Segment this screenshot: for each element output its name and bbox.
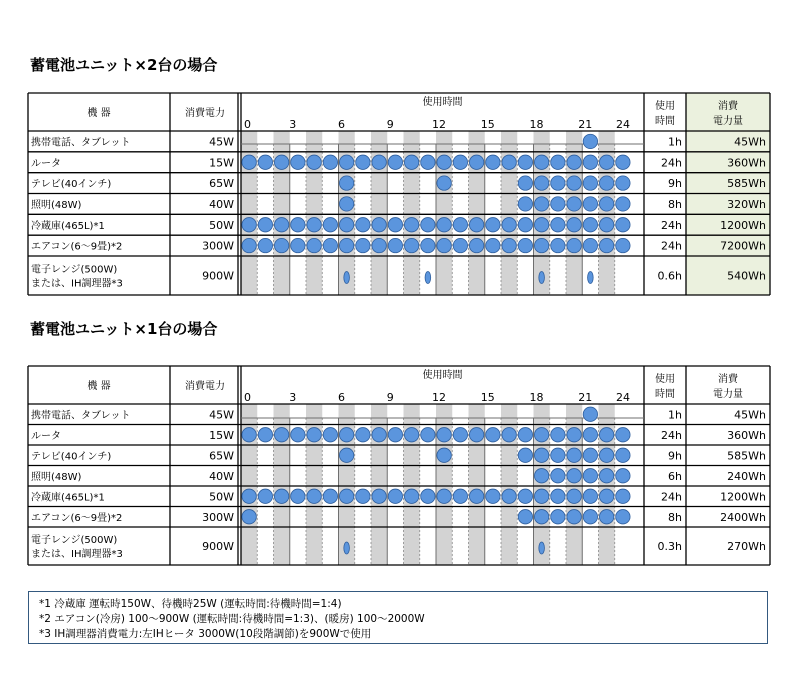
usage-slot-dot <box>469 218 483 232</box>
usage-slot-dot <box>339 218 353 232</box>
usage-slot-dot <box>534 238 548 252</box>
usage-slot-dot <box>616 469 630 483</box>
hour-tick-label: 24 <box>616 118 630 131</box>
section-title-1unit: 蓄電池ユニット×1台の場合 <box>30 320 218 338</box>
hours-value: 6h <box>668 469 682 483</box>
device-name: 冷蔵庫(465L)*1 <box>31 492 105 504</box>
hours-value: 24h <box>661 239 682 253</box>
power-value: 45W <box>209 135 234 149</box>
usage-slot-dot <box>307 238 321 252</box>
usage-slot-dot <box>551 218 565 232</box>
usage-slot-dot <box>242 218 256 232</box>
usage-slot-dot <box>258 238 272 252</box>
usage-slot-dot <box>551 489 565 503</box>
usage-slot-dot <box>291 428 305 442</box>
energy-value: 45Wh <box>734 135 766 149</box>
usage-slot-dot <box>599 469 613 483</box>
power-value: 50W <box>209 490 234 504</box>
hour-tick-label: 0 <box>244 391 251 404</box>
hour-tick-label: 24 <box>616 391 630 404</box>
usage-slot-dot <box>453 155 467 169</box>
usage-slot-dot <box>616 218 630 232</box>
usage-slot-dot <box>323 489 337 503</box>
usage-slot-dot <box>616 428 630 442</box>
usage-slot-dot <box>242 155 256 169</box>
usage-slot-dot <box>534 448 548 462</box>
usage-slot-dot <box>518 428 532 442</box>
usage-slot-dot <box>388 218 402 232</box>
footnote-1: *1 冷蔵庫 運転時150W、待機時25W (運転時間:待機時間=1:4) <box>39 598 342 610</box>
usage-slot-dot <box>437 489 451 503</box>
hour-tick-label: 15 <box>480 391 495 404</box>
device-name: 携帯電話、タブレット <box>31 137 131 149</box>
usage-slot-dot <box>307 428 321 442</box>
hour-tick-label: 3 <box>289 118 297 131</box>
hours-value: 24h <box>661 218 682 232</box>
usage-slot-dot <box>258 218 272 232</box>
usage-slot-dot <box>518 155 532 169</box>
usage-slot-dot <box>372 489 386 503</box>
usage-slot-dot <box>242 510 256 524</box>
usage-slot-dot <box>599 218 613 232</box>
device-name-line2: または、IH調理器*3 <box>31 549 123 560</box>
hour-tick-label: 6 <box>338 118 345 131</box>
usage-slot-dot <box>274 155 288 169</box>
usage-slot-dot <box>518 489 532 503</box>
usage-slot-dot <box>242 428 256 442</box>
hour-tick-label: 18 <box>529 118 544 131</box>
power-value: 900W <box>202 540 234 553</box>
usage-slot-dot <box>616 448 630 462</box>
usage-slot-dot <box>274 218 288 232</box>
usage-slot-dot <box>616 155 630 169</box>
usage-slot-dot <box>437 176 451 190</box>
usage-slot-dot <box>437 448 451 462</box>
energy-value: 1200Wh <box>720 218 766 232</box>
usage-slot-dot <box>291 238 305 252</box>
header-device: 機 器 <box>87 108 111 119</box>
hours-value: 9h <box>668 449 682 463</box>
usage-slot-dot <box>372 428 386 442</box>
usage-slot-dot <box>518 510 532 524</box>
hours-value: 0.3h <box>657 540 682 553</box>
usage-slot-dot <box>388 238 402 252</box>
usage-slot-dot <box>583 428 597 442</box>
usage-slot-dot <box>356 428 370 442</box>
usage-slot-dot <box>567 428 581 442</box>
usage-slot-dot <box>616 238 630 252</box>
usage-slot-dot <box>437 238 451 252</box>
usage-slot-dot <box>583 489 597 503</box>
header-hours-2: 時間 <box>655 389 675 400</box>
power-value: 50W <box>209 218 234 232</box>
usage-slot-dot <box>307 489 321 503</box>
header-energy-1: 消費 <box>718 101 738 112</box>
energy-value: 1200Wh <box>720 490 766 504</box>
usage-slot-dot <box>583 469 597 483</box>
usage-slot-dot <box>323 238 337 252</box>
hours-value: 8h <box>668 510 682 524</box>
usage-slot-dot <box>388 489 402 503</box>
usage-slot-dot <box>486 155 500 169</box>
usage-slot-dot <box>453 218 467 232</box>
usage-slot-dot <box>388 155 402 169</box>
usage-slot-dot <box>421 155 435 169</box>
usage-slot-dot <box>356 218 370 232</box>
usage-slot-dot <box>421 218 435 232</box>
device-name: エアコン(6～9畳)*2 <box>31 241 123 253</box>
usage-slot-dot <box>599 428 613 442</box>
energy-value: 240Wh <box>727 469 766 483</box>
hour-tick-label: 21 <box>578 118 593 131</box>
header-energy-1: 消費 <box>718 374 738 385</box>
hours-value: 0.6h <box>657 269 682 283</box>
usage-slot-dot <box>534 176 548 190</box>
energy-value: 360Wh <box>727 428 766 442</box>
hour-tick-label: 12 <box>432 391 446 404</box>
usage-slot-dot <box>421 238 435 252</box>
footnote-2: *2 エアコン(冷房) 100～900W (運転時間:待機時間=1:3)、(暖房) 100～2000W <box>39 613 425 625</box>
usage-slot-dot <box>307 218 321 232</box>
usage-slot-dot <box>323 218 337 232</box>
usage-slot-dot <box>339 155 353 169</box>
usage-slot-dot <box>404 155 418 169</box>
header-energy-2: 電力量 <box>713 116 743 127</box>
usage-slot-dot <box>599 489 613 503</box>
usage-slot-dot <box>583 448 597 462</box>
usage-slot-dot <box>437 218 451 232</box>
header-energy-2: 電力量 <box>713 389 743 400</box>
usage-slot-dot <box>583 155 597 169</box>
usage-slot-dot <box>339 238 353 252</box>
usage-slot-dot <box>274 489 288 503</box>
usage-slot-dot <box>551 428 565 442</box>
device-name: ルータ <box>31 158 61 170</box>
usage-slot-dot <box>502 428 516 442</box>
energy-value: 270Wh <box>727 540 766 553</box>
usage-slot-dot <box>258 489 272 503</box>
usage-slot-dot <box>518 176 532 190</box>
usage-slot-dot <box>551 469 565 483</box>
power-value: 15W <box>209 156 234 170</box>
usage-slot-short <box>588 272 594 284</box>
usage-slot-dot <box>404 218 418 232</box>
hour-tick-label: 12 <box>432 118 446 131</box>
power-value: 40W <box>209 469 234 483</box>
usage-slot-dot <box>551 197 565 211</box>
usage-slot-dot <box>242 489 256 503</box>
usage-slot-dot <box>502 218 516 232</box>
usage-slot-dot <box>551 510 565 524</box>
usage-slot-dot <box>583 238 597 252</box>
power-value: 300W <box>202 239 234 253</box>
usage-slot-dot <box>599 155 613 169</box>
usage-slot-dot <box>421 489 435 503</box>
device-name: 冷蔵庫(465L)*1 <box>31 220 105 232</box>
usage-slot-dot <box>339 489 353 503</box>
usage-slot-dot <box>567 469 581 483</box>
usage-slot-dot <box>599 510 613 524</box>
usage-slot-dot <box>242 238 256 252</box>
usage-slot-dot <box>388 428 402 442</box>
energy-value: 585Wh <box>727 449 766 463</box>
usage-slot-dot <box>583 197 597 211</box>
header-hours-1: 使用 <box>655 101 675 112</box>
energy-value: 45Wh <box>734 408 766 422</box>
device-name-line2: または、IH調理器*3 <box>31 278 123 290</box>
usage-slot-dot <box>567 448 581 462</box>
footnote-3: *3 IH調理器消費電力:左IHヒータ 3000W(10段階調節)を900Wで使用 <box>39 628 372 640</box>
header-device: 機 器 <box>87 381 111 392</box>
usage-slot-dot <box>534 218 548 232</box>
usage-slot-dot <box>599 197 613 211</box>
power-value: 45W <box>209 408 234 422</box>
device-name: 照明(48W) <box>31 199 82 211</box>
usage-slot-dot <box>599 448 613 462</box>
usage-slot-dot <box>534 469 548 483</box>
usage-slot-dot <box>616 510 630 524</box>
usage-slot-dot <box>567 197 581 211</box>
usage-slot-dot <box>372 218 386 232</box>
usage-slot-dot <box>534 197 548 211</box>
usage-slot-dot <box>616 176 630 190</box>
usage-slot-dot <box>518 197 532 211</box>
energy-value: 320Wh <box>727 197 766 211</box>
hour-tick-label: 3 <box>289 391 297 404</box>
usage-slot-dot <box>567 238 581 252</box>
usage-slot-dot <box>339 197 353 211</box>
usage-slot-dot <box>551 238 565 252</box>
usage-slot-dot <box>372 155 386 169</box>
device-name: エアコン(6～9畳)*2 <box>31 512 123 524</box>
power-value: 65W <box>209 177 234 191</box>
usage-slot-dot <box>486 428 500 442</box>
energy-value: 7200Wh <box>720 239 766 253</box>
usage-slot-dot <box>502 155 516 169</box>
usage-slot-dot <box>307 155 321 169</box>
hour-tick-label: 0 <box>244 118 251 131</box>
energy-value: 585Wh <box>727 177 766 191</box>
section-title-2units: 蓄電池ユニット×2台の場合 <box>30 56 218 74</box>
energy-value: 2400Wh <box>720 510 766 524</box>
usage-slot-dot <box>274 238 288 252</box>
power-value: 65W <box>209 449 234 463</box>
header-usage-time: 使用時間 <box>422 370 463 381</box>
footnotes-box <box>28 591 768 644</box>
hours-value: 8h <box>668 197 682 211</box>
usage-slot-dot <box>486 238 500 252</box>
device-name: 照明(48W) <box>31 471 82 483</box>
power-value: 40W <box>209 197 234 211</box>
device-name: ルータ <box>31 430 61 442</box>
device-name: テレビ(40インチ) <box>31 179 112 191</box>
usage-slot-dot <box>599 176 613 190</box>
device-name: 電子レンジ(500W) <box>31 264 118 276</box>
usage-slot-dot <box>469 428 483 442</box>
usage-slot-dot <box>356 238 370 252</box>
hours-value: 24h <box>661 428 682 442</box>
usage-slot-dot <box>567 489 581 503</box>
usage-slot-dot <box>404 238 418 252</box>
usage-slot-dot <box>583 218 597 232</box>
usage-slot-dot <box>551 176 565 190</box>
hour-tick-label: 18 <box>529 391 544 404</box>
usage-slot-dot <box>551 155 565 169</box>
usage-slot-dot <box>421 428 435 442</box>
usage-slot-dot <box>453 489 467 503</box>
power-value: 300W <box>202 510 234 524</box>
usage-slot-dot <box>356 155 370 169</box>
energy-value: 540Wh <box>727 269 766 283</box>
device-name: 電子レンジ(500W) <box>31 535 118 546</box>
usage-slot-dot <box>469 489 483 503</box>
usage-slot-dot <box>583 510 597 524</box>
usage-slot-dot <box>534 428 548 442</box>
usage-slot-dot <box>583 176 597 190</box>
usage-slot-short <box>344 542 350 554</box>
usage-slot-dot <box>616 489 630 503</box>
header-power: 消費電力 <box>185 381 225 392</box>
hours-value: 1h <box>668 135 682 149</box>
usage-slot-dot <box>486 218 500 232</box>
hour-tick-label: 15 <box>480 118 495 131</box>
usage-slot-dot <box>567 176 581 190</box>
usage-slot-dot <box>567 510 581 524</box>
hours-value: 1h <box>668 408 682 422</box>
usage-slot-short <box>539 542 545 554</box>
hours-value: 24h <box>661 156 682 170</box>
usage-slot-dot <box>469 155 483 169</box>
usage-slot-dot <box>291 155 305 169</box>
usage-slot-dot <box>339 448 353 462</box>
hour-tick-label: 9 <box>386 391 394 404</box>
usage-slot-dot <box>551 448 565 462</box>
device-name: テレビ(40インチ) <box>31 451 112 463</box>
usage-slot-short <box>539 272 545 284</box>
energy-value: 360Wh <box>727 156 766 170</box>
usage-slot-dot <box>534 510 548 524</box>
header-usage-time: 使用時間 <box>422 97 463 108</box>
usage-slot-dot <box>339 176 353 190</box>
usage-slot-dot <box>258 428 272 442</box>
usage-slot-dot <box>291 218 305 232</box>
usage-slot-dot <box>616 197 630 211</box>
usage-slot-short <box>425 272 431 284</box>
usage-slot-dot <box>291 489 305 503</box>
usage-slot-dot <box>518 238 532 252</box>
usage-slot-dot <box>486 489 500 503</box>
usage-slot-dot <box>453 238 467 252</box>
usage-slot-short <box>344 272 350 284</box>
hour-tick-label: 21 <box>578 391 593 404</box>
header-hours-2: 時間 <box>655 116 675 127</box>
usage-slot-dot <box>534 489 548 503</box>
usage-slot-dot <box>583 134 597 148</box>
usage-slot-dot <box>583 407 597 421</box>
hour-tick-label: 6 <box>338 391 345 404</box>
usage-slot-dot <box>356 489 370 503</box>
usage-slot-dot <box>404 428 418 442</box>
usage-slot-dot <box>502 238 516 252</box>
usage-slot-dot <box>534 155 548 169</box>
device-name: 携帯電話、タブレット <box>31 410 131 422</box>
usage-slot-dot <box>339 428 353 442</box>
usage-slot-dot <box>437 155 451 169</box>
usage-slot-dot <box>323 428 337 442</box>
usage-slot-dot <box>372 238 386 252</box>
usage-slot-dot <box>567 155 581 169</box>
usage-slot-dot <box>404 489 418 503</box>
power-value: 900W <box>202 269 234 283</box>
power-value: 15W <box>209 428 234 442</box>
hours-value: 9h <box>668 177 682 191</box>
header-hours-1: 使用 <box>655 374 675 385</box>
usage-slot-dot <box>437 428 451 442</box>
usage-slot-dot <box>258 155 272 169</box>
usage-slot-dot <box>518 218 532 232</box>
usage-slot-dot <box>323 155 337 169</box>
hours-value: 24h <box>661 490 682 504</box>
hour-tick-label: 9 <box>386 118 394 131</box>
usage-slot-dot <box>502 489 516 503</box>
usage-slot-dot <box>599 238 613 252</box>
usage-slot-dot <box>469 238 483 252</box>
usage-slot-dot <box>518 448 532 462</box>
header-power: 消費電力 <box>185 108 225 119</box>
usage-slot-dot <box>453 428 467 442</box>
usage-slot-dot <box>274 428 288 442</box>
usage-slot-dot <box>567 218 581 232</box>
